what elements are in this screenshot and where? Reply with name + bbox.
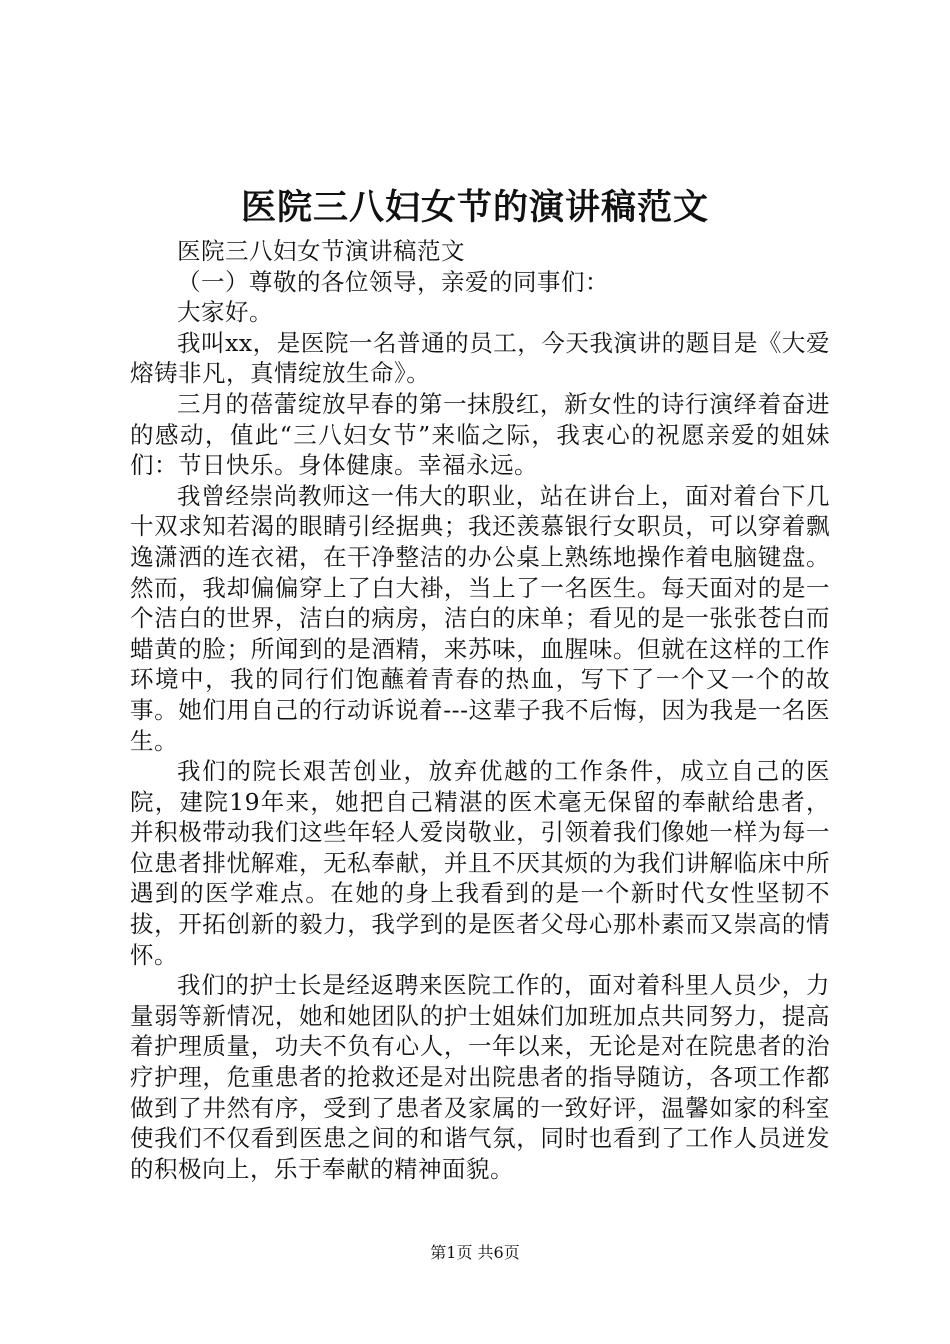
paragraph-greeting: 大家好。 <box>177 298 273 327</box>
document-body <box>130 236 830 1184</box>
paragraph-hospital-director: 我们的院长艰苦创业，放弃优越的工作条件，成立自己的医院，建院19年来，她把自己精湛的医术毫无保留的奉献给患者，并积极带动我们这些年轻人爱岗敬业，引领着我们像她一样为每一位患者排忧解难，无私奉献，并且不厌其烦的为我们讲解临床中所遇到的医学难点。在她的身上我看到的是一个新时代女性坚韧不拔，开拓创新的毅力，我学到的是医者父母心那朴素而又崇高的情怀。 <box>130 757 830 969</box>
paragraph-head-nurse: 我们的护士长是经返聘来医院工作的，面对着科里人员少，力量弱等新情况，她和她团队的护士姐妹们加班加点共同努力，提高着护理质量，功夫不负有心人，一年以来，无论是对在院患者的治疗护理，危重患者的抢救还是对出院患者的指导随访，各项工作都做到了井然有序，受到了患者及家属的一致好评，温馨如家的科室使我们不仅看到医患之间的和谐气氛，同时也看到了工作人员迸发的积极向上，乐于奉献的精神面貌。 <box>130 971 830 1183</box>
paragraph-subtitle: 医院三八妇女节演讲稿范文 <box>177 237 465 265</box>
paragraph-festival-wishes: 三月的蓓蕾绽放早春的第一抹殷红，新女性的诗行演绎着奋进的感动，值此“三八妇女节”来临之际，我衷心的祝愿亲爱的姐妹们：节日快乐。身体健康。幸福永远。 <box>130 389 830 480</box>
page-footer: 第1页 共6页 <box>430 1243 520 1262</box>
paragraph-introduction: 我叫xx，是医院一名普通的员工，今天我演讲的题目是《大爱熔铸非凡，真情绽放生命》。 <box>130 328 830 388</box>
paragraph-career-story: 我曾经崇尚教师这一伟大的职业，站在讲台上，面对着台下几十双求知若渴的眼睛引经据典；我还羡慕银行女职员，可以穿着飘逸潇洒的连衣裙，在干净整洁的办公桌上熟练地操作着电脑键盘。然而，我却偏偏穿上了白大褂，当上了一名医生。每天面对的是一个洁白的世界，洁白的病房，洁白的床单；看见的是一张张苍白而蜡黄的脸；所闻到的是酒精，来苏味，血腥味。但就在这样的工作环境中，我的同行们饱蘸着青春的热血，写下了一个又一个的故事。她们用自己的行动诉说着---这辈子我不后悔，因为我是一名医生。 <box>130 481 830 755</box>
paragraph-salutation: （一）尊敬的各位领导，亲爱的同事们： <box>177 267 609 296</box>
document-title: 医院三八妇女节的演讲稿范文 <box>240 187 709 228</box>
